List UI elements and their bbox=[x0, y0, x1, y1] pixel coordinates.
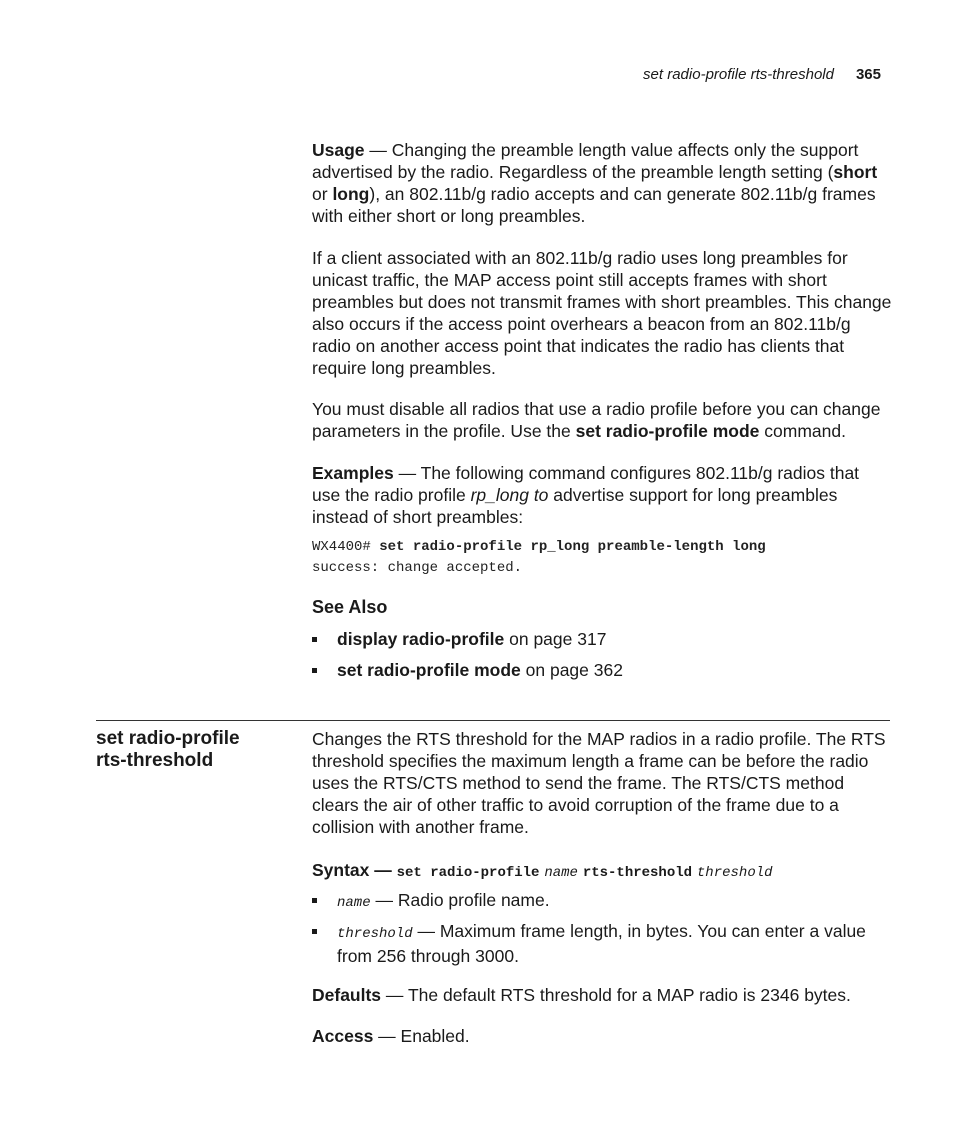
param-item bbox=[312, 889, 892, 914]
code-command: set radio-profile rp_long preamble-length long bbox=[379, 539, 766, 555]
usage-label: Usage bbox=[312, 140, 365, 160]
syntax-label: Syntax — bbox=[312, 860, 392, 880]
see-also-ref: on page 317 bbox=[504, 629, 607, 649]
see-also-ref: on page 362 bbox=[520, 660, 623, 680]
examples-profile-name: rp_long to bbox=[470, 485, 549, 505]
see-also-item bbox=[312, 659, 892, 681]
syntax-line bbox=[312, 859, 892, 884]
examples-text-1: — The following command configures 802.11b/g radios that use the radio profile bbox=[312, 463, 860, 505]
param-desc: — Maximum frame length, in bytes. You can enter a value from 256 through 3000. bbox=[337, 921, 866, 966]
param-name: threshold bbox=[337, 926, 413, 942]
param-text bbox=[337, 920, 892, 967]
usage-text-1: — Changing the preamble length value affects only the support advertised by the radio. Regardless of the preamble length setting ( bbox=[312, 140, 859, 182]
section-heading-line1: set radio-profile bbox=[96, 728, 240, 749]
example-code-block bbox=[312, 537, 766, 579]
syntax-cmd2: rts-threshold bbox=[582, 865, 693, 881]
param-name: name bbox=[337, 895, 371, 911]
syntax-arg1: name bbox=[544, 865, 578, 881]
see-also-item bbox=[312, 628, 892, 650]
see-also-heading: See Also bbox=[312, 597, 388, 617]
bullet-icon bbox=[312, 668, 317, 673]
running-header bbox=[643, 66, 881, 83]
section-heading bbox=[96, 728, 296, 772]
disable-paragraph bbox=[312, 398, 892, 442]
param-item bbox=[312, 920, 892, 967]
syntax-arg2: threshold bbox=[696, 865, 773, 881]
examples-paragraph bbox=[312, 462, 892, 528]
bullet-icon bbox=[312, 637, 317, 642]
examples-text-2: advertise support for long preambles instead of short preambles: bbox=[312, 485, 838, 527]
access-text: — Enabled. bbox=[373, 1026, 470, 1046]
defaults-label: Defaults bbox=[312, 985, 382, 1005]
access-paragraph bbox=[312, 1025, 892, 1047]
usage-long: long bbox=[332, 184, 370, 204]
param-desc: — Radio profile name. bbox=[370, 890, 550, 910]
code-command-line bbox=[312, 537, 766, 558]
defaults-paragraph bbox=[312, 984, 892, 1006]
usage-paragraph bbox=[312, 139, 892, 227]
see-also-cmd: set radio-profile mode bbox=[337, 660, 521, 680]
examples-label: Examples bbox=[312, 463, 394, 483]
see-also-link-mode[interactable] bbox=[337, 659, 892, 681]
see-also-cmd: display radio-profile bbox=[337, 629, 505, 649]
code-prompt: WX4400# bbox=[312, 539, 380, 555]
access-label: Access bbox=[312, 1026, 374, 1046]
code-output: success: change accepted. bbox=[312, 560, 523, 576]
preamble-paragraph: If a client associated with an 802.11b/g radio uses long preambles for unicast traffic, the MAP access point still accepts frames with short preambles but does not transmit frames with short preambles. This change also occurs if the access point overhears a beacon from an 802.11b/g radio on another access point that indicates the radio has clients that require long preambles. bbox=[312, 248, 892, 378]
usage-short: short bbox=[833, 162, 878, 182]
section-description: Changes the RTS threshold for the MAP radios in a radio profile. The RTS threshold specifies the maximum length a frame can be before the radio uses the RTS/CTS method to send the frame. The RTS/CTS method clears the air of other traffic to avoid corruption of the frame due to a collision with another frame. bbox=[312, 729, 886, 837]
section-heading-line2: rts-threshold bbox=[96, 750, 214, 771]
page-number: 365 bbox=[855, 66, 881, 83]
mode-command-ref: set radio-profile mode bbox=[575, 421, 760, 441]
bullet-icon bbox=[312, 929, 317, 934]
defaults-text: — The default RTS threshold for a MAP radio is 2346 bytes. bbox=[381, 985, 851, 1005]
see-also-link-display[interactable] bbox=[337, 628, 892, 650]
bullet-icon bbox=[312, 898, 317, 903]
param-text bbox=[337, 889, 892, 914]
usage-text-2: or bbox=[312, 184, 333, 204]
disable-text-1: You must disable all radios that use a radio profile before you can change parameters in the profile. Use the bbox=[312, 399, 881, 441]
usage-text-3: ), an 802.11b/g radio accepts and can generate 802.11b/g frames with either short or long preambles. bbox=[312, 184, 876, 226]
section-divider bbox=[96, 720, 890, 721]
syntax-cmd1: set radio-profile bbox=[396, 865, 540, 881]
running-title: set radio-profile rts-threshold bbox=[643, 66, 834, 83]
disable-text-2: command. bbox=[759, 421, 846, 441]
